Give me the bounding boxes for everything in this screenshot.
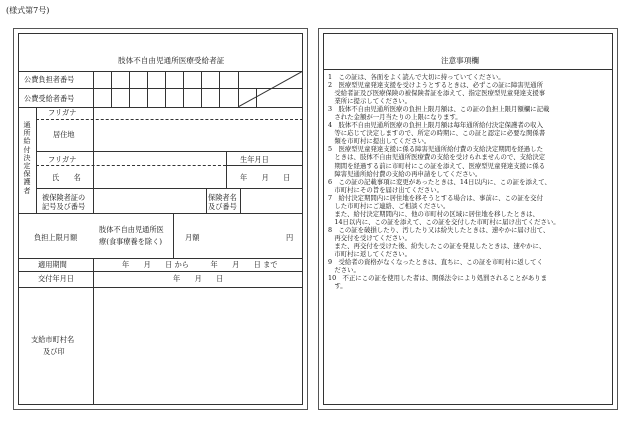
birthdate-fields: 年 月 日 <box>240 173 291 182</box>
public-recipient-number-label: 公費受給者番号 <box>24 94 75 103</box>
notice-line: 4 肢体不自由児通所医療の負担上限月額は毎年通所給付決定保護者の収入 <box>328 121 543 130</box>
insured-card-label-1: 被保険者証の <box>42 193 86 202</box>
notice-line: された金額が一月当たりの上限になります。 <box>328 113 462 122</box>
insurer-label-2: 及び番号 <box>208 202 237 211</box>
valid-period-label: 適用期間 <box>38 260 67 269</box>
furigana-label-1: フリガナ <box>48 108 77 117</box>
notice-line: 7 給付決定期間内に居住地を移そうとする場合は、事前に、この証を交付 <box>328 193 543 202</box>
form-number: (様式第7号) <box>6 6 50 15</box>
notice-line: 再交付を受けてください。 <box>328 233 412 242</box>
certificate-title: 肢体不自由児通所医療受給者証 <box>118 56 225 65</box>
notice-line: 市町村にその旨を届け出てください。 <box>328 185 444 194</box>
address-label: 居住地 <box>53 130 75 139</box>
notice-line: 類を市町村に提出してください。 <box>328 137 431 146</box>
notice-title: 注意事項欄 <box>441 56 479 65</box>
insured-card-label-2: 記号及び番号 <box>42 202 86 211</box>
notice-line: した市町村にご連絡、ご相談ください。 <box>328 201 450 210</box>
notice-line: 6 この証の記載事項に変更があったときは、14日以内に、この証を添えて、 <box>328 177 551 186</box>
notice-line: ださい。 <box>328 266 360 275</box>
issue-date-value: 年 月 日 <box>173 274 224 283</box>
birthdate-label: 生年月日 <box>240 155 269 164</box>
municipality-label-2: 及び印 <box>43 347 65 356</box>
notice-line: 市町村に返してください。 <box>328 250 412 259</box>
limit-description-2: 療(食事療養を除く) <box>99 237 163 246</box>
insurer-label-1: 保険者名 <box>208 193 237 202</box>
notice-line: 2 医療型児童発達支援を受けようとするときは、必ずこの証に障害児通所 <box>328 81 543 90</box>
valid-period-value: 年 月 日 から 年 月 日 まで <box>122 260 278 269</box>
municipality-label-1: 支給市町村名 <box>31 335 75 344</box>
notice-line: 8 この証を破損したり、汚したり又は紛失したときは、速やかに届け出て、 <box>328 225 550 234</box>
notice-line: 14日以内に、この証を添えて、この証を交付した市町村に届け出てください。 <box>328 217 560 226</box>
notice-line: 期間を経過する前に市町村にこの証を添えて、医療型児童発達支援に係る <box>328 161 546 170</box>
monthly-amount-label: 月額 <box>185 233 200 242</box>
notice-line: 業所に提示してください。 <box>328 97 412 106</box>
yen-unit: 円 <box>286 233 294 242</box>
notice-line: 5 医療型児童発達支援に係る障害児通所給付費の支給決定期間を経過した <box>328 145 543 154</box>
notice-line: また、給付決定期間内に、他の市町村の区域に居住地を移したときは、 <box>328 209 539 218</box>
notice-list <box>328 73 610 290</box>
upper-limit-label: 負担上限月額 <box>34 233 78 242</box>
notice-line: す。 <box>328 282 347 291</box>
name-label: 氏 名 <box>52 173 81 182</box>
public-payer-number-label: 公費負担者番号 <box>24 75 75 84</box>
notice-line: 9 受給者の資格がなくなったときは、直ちに、この証を市町村に返してく <box>328 258 543 267</box>
furigana-label-2: フリガナ <box>48 155 77 164</box>
notice-line: 10 不正にこの証を使用した者は、関係法令により処罰されることがありま <box>328 274 548 283</box>
notice-line: 1 この証は、各面をよく読んで大切に持っていてください。 <box>328 73 505 81</box>
limit-description-1: 肢体不自由児通所医 <box>99 225 164 234</box>
notice-line: 3 肢体不自由児通所医療の負担上限月額は、この証の負担上限月額欄に記載 <box>328 105 550 114</box>
notice-line: また、再交付を受けた後、紛失したこの証を発見したときは、速やかに、 <box>328 241 546 250</box>
unused-digit-cells-slash <box>238 71 303 107</box>
notice-line: 障害児通所給付費の支給の再申請をしてください。 <box>328 169 482 178</box>
notice-line: 等に応じて決定しますので、所定の時期に、この証と認定に必要な関係書 <box>328 129 546 138</box>
notice-line: ときは、肢体不自由児通所医療費の支給を受けられませんので、支給決定 <box>328 153 546 162</box>
issue-date-label: 交付年月日 <box>38 274 74 283</box>
notice-line: 受給者証及び医療保険の被保険者証を添えて、指定医療型児童発達支援事 <box>328 89 546 98</box>
benefit-guardian-vertical-label: 通所給付決定保護者 <box>23 121 31 195</box>
